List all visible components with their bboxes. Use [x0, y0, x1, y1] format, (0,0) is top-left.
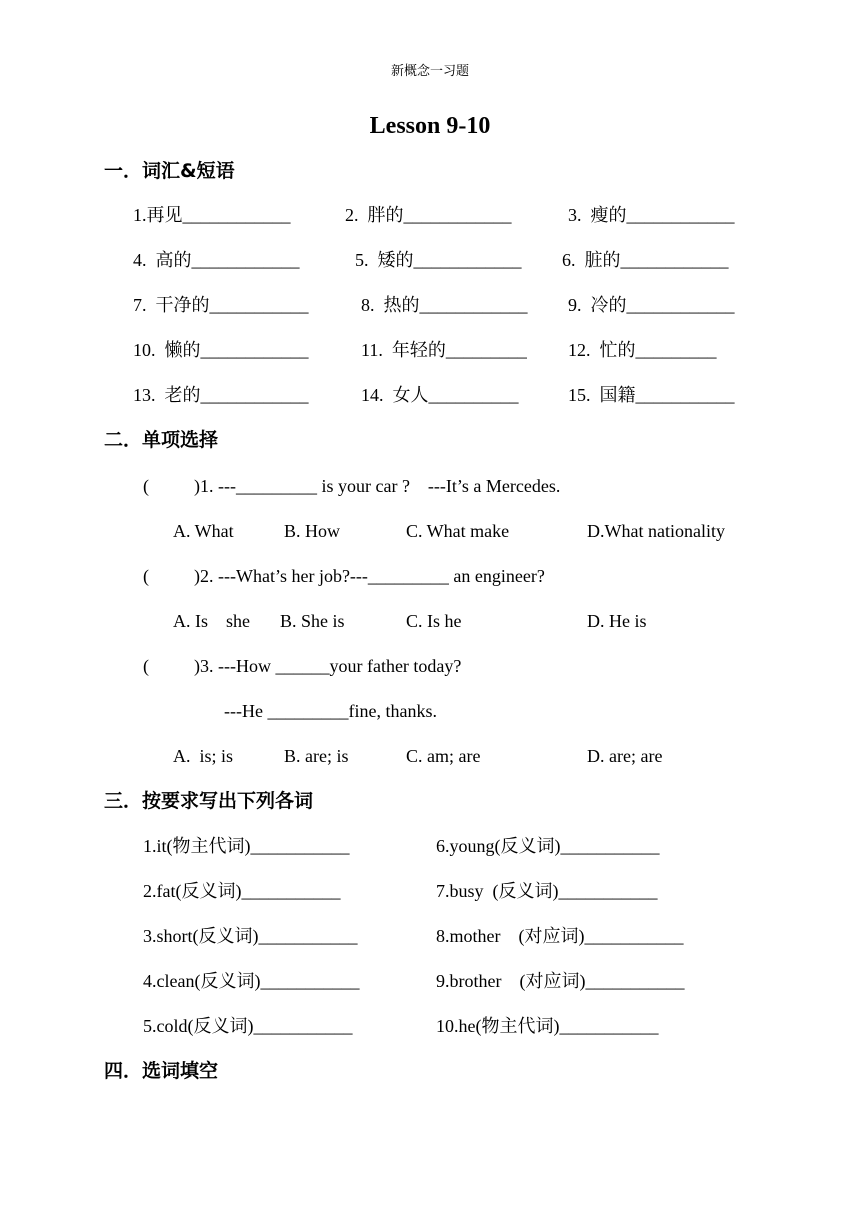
word-form-item-1: 1.it(物主代词)___________ — [143, 836, 350, 856]
page-header: 新概念一习题 — [390, 63, 469, 78]
question-2-option-d: D. He is — [587, 611, 647, 631]
question-1-option-d: D.What nationality — [587, 521, 725, 541]
word-form-item-4: 4.clean(反义词)___________ — [143, 971, 360, 991]
question-3-option-a: A. is; is — [173, 746, 234, 766]
vocab-item-3: 3. 瘦的____________ — [568, 205, 735, 225]
vocab-item-4: 4. 高的____________ — [133, 250, 300, 270]
question-3-option-c: C. am; are — [406, 746, 481, 766]
question-1-stem: ( )1. ---_________ is your car ? ---It’s a Mercedes. — [143, 476, 561, 496]
vocab-item-1: 1.再见____________ — [133, 205, 291, 225]
word-form-item-2: 2.fat(反义词)___________ — [143, 881, 341, 901]
question-2-option-b: B. She is — [280, 611, 345, 631]
question-3-option-d: D. are; are — [587, 746, 663, 766]
section-2-heading: 二．单项选择 — [104, 429, 219, 451]
vocab-item-12: 12. 忙的_________ — [568, 340, 717, 360]
question-2-stem: ( )2. ---What’s her job?---_________ an engineer? — [143, 566, 545, 586]
word-form-item-3: 3.short(反义词)___________ — [143, 926, 358, 946]
vocab-item-2: 2. 胖的____________ — [345, 205, 512, 225]
question-1-option-a: A. What — [173, 521, 234, 541]
section-4-heading: 四．选词填空 — [104, 1060, 219, 1082]
question-1-option-b: B. How — [284, 521, 341, 541]
word-form-item-8: 8.mother (对应词)___________ — [436, 926, 684, 946]
vocab-item-11: 11. 年轻的_________ — [361, 340, 527, 360]
vocab-item-15: 15. 国籍___________ — [568, 385, 735, 405]
word-form-item-10: 10.he(物主代词)___________ — [436, 1016, 659, 1036]
question-2-option-a: A. Is she — [173, 611, 250, 631]
vocab-item-6: 6. 脏的____________ — [562, 250, 729, 270]
vocab-item-10: 10. 懒的____________ — [133, 340, 309, 360]
section-3-heading: 三．按要求写出下列各词 — [104, 790, 314, 812]
question-3-stem-answer: ---He _________fine, thanks. — [224, 701, 437, 721]
vocab-item-13: 13. 老的____________ — [133, 385, 309, 405]
vocab-item-9: 9. 冷的____________ — [568, 295, 735, 315]
section-1-heading: 一．词汇&短语 — [104, 160, 235, 182]
word-form-item-7: 7.busy (反义词)___________ — [436, 881, 658, 901]
lesson-title: Lesson 9-10 — [369, 113, 491, 139]
question-2-option-c: C. Is he — [406, 611, 462, 631]
vocab-item-8: 8. 热的____________ — [361, 295, 528, 315]
question-3-stem: ( )3. ---How ______your father today? — [143, 656, 462, 676]
word-form-item-5: 5.cold(反义词)___________ — [143, 1016, 353, 1036]
question-3-option-b: B. are; is — [284, 746, 349, 766]
vocab-item-5: 5. 矮的____________ — [355, 250, 522, 270]
word-form-item-9: 9.brother (对应词)___________ — [436, 971, 685, 991]
vocab-item-7: 7. 干净的___________ — [133, 295, 309, 315]
vocab-item-14: 14. 女人__________ — [361, 385, 519, 405]
word-form-item-6: 6.young(反义词)___________ — [436, 836, 660, 856]
question-1-option-c: C. What make — [406, 521, 510, 541]
